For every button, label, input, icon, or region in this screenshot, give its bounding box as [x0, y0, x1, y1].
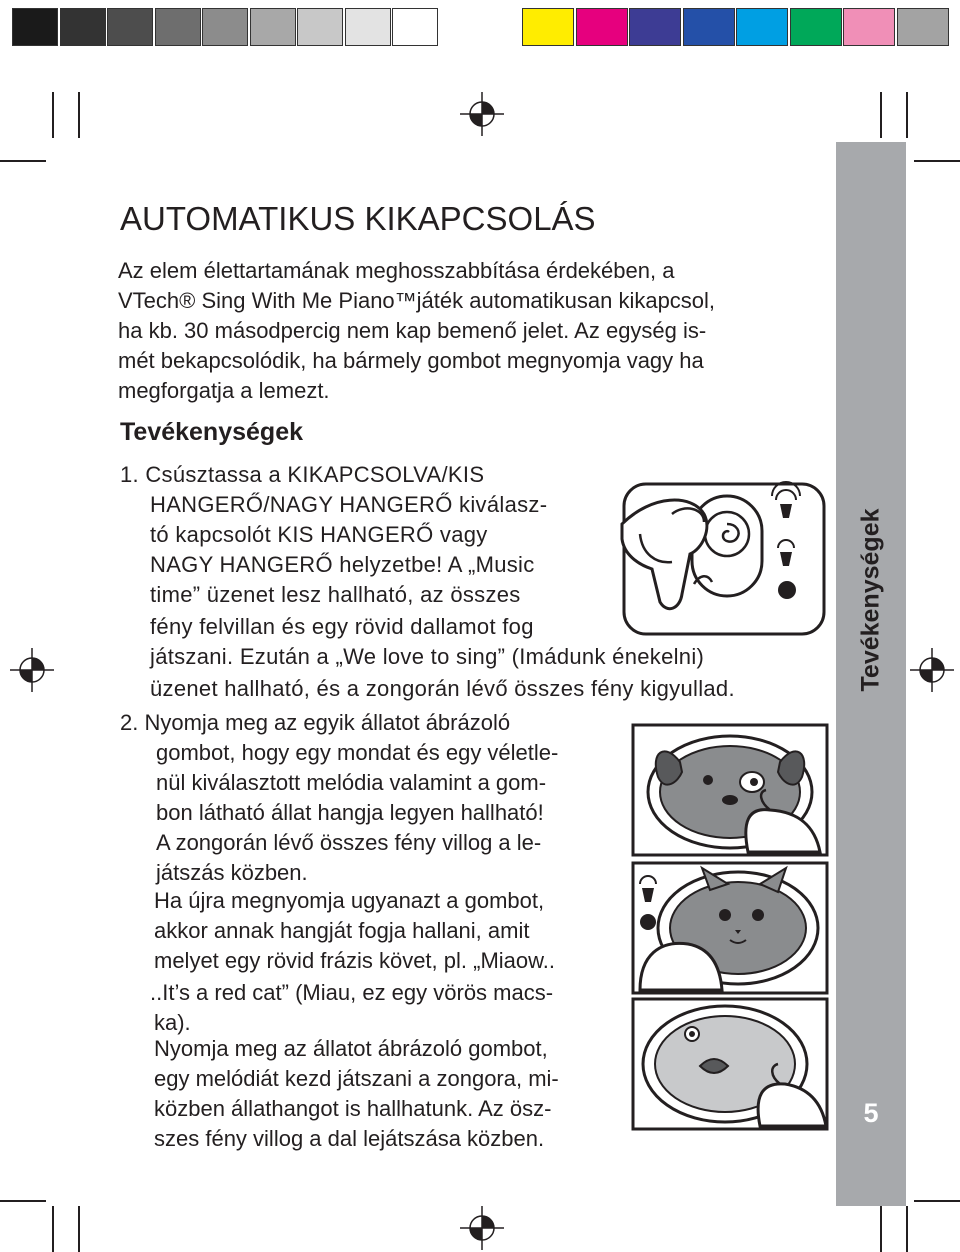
- text-line: HANGERŐ/NAGY HANGERŐ kiválasz-: [150, 492, 548, 517]
- color-swatch: [736, 8, 788, 46]
- chick-button-illustration: [630, 996, 830, 1132]
- gray-swatch: [107, 8, 153, 46]
- gray-swatch: [392, 8, 438, 46]
- text-line: ka).: [154, 1010, 191, 1035]
- gray-swatch: [297, 8, 343, 46]
- text-line: 1. Csúsztassa a KIKAPCSOLVA/KIS: [120, 462, 485, 487]
- text-line: Az elem élettartamának meghosszabbítása érdekében, a: [118, 258, 675, 283]
- text-line: ha kb. 30 másodpercig nem kap bemenő jelet. Az egység is-: [118, 318, 707, 343]
- gray-swatch: [345, 8, 391, 46]
- volume-switch-illustration: [612, 474, 832, 644]
- cat-button-illustration: [630, 860, 830, 996]
- color-swatch: [576, 8, 628, 46]
- page-number: 5: [863, 1098, 879, 1128]
- page-title: AUTOMATIKUS KIKAPCSOLÁS: [120, 200, 596, 237]
- gray-swatch: [12, 8, 58, 46]
- text-line: fény felvillan és egy rövid dallamot fog: [150, 614, 534, 639]
- text-line: akkor annak hangját fogja hallani, amit: [154, 918, 530, 943]
- text-line: közben állathangot is hallhatunk. Az ösz-: [154, 1096, 552, 1121]
- registration-mark-icon: [460, 1206, 504, 1250]
- color-swatch: [790, 8, 842, 46]
- text-line: ..It’s a red cat” (Miau, ez egy vörös macs-: [150, 980, 554, 1005]
- gray-swatch: [250, 8, 296, 46]
- text-line: 2. Nyomja meg az egyik állatot ábrázoló: [120, 710, 511, 735]
- gray-swatch: [155, 8, 201, 46]
- text-line: játszás közben.: [156, 860, 308, 885]
- text-line: NAGY HANGERŐ helyzetbe! A „Music: [150, 552, 535, 577]
- color-swatch: [843, 8, 895, 46]
- text-line: Ha újra megnyomja ugyanazt a gombot,: [154, 888, 545, 913]
- registration-mark-icon: [910, 648, 954, 692]
- text-line: játszani. Ezután a „We love to sing” (Imádunk énekelni): [150, 644, 705, 669]
- color-swatch: [897, 8, 949, 46]
- color-swatch: [683, 8, 735, 46]
- text-line: Nyomja meg az állatot ábrázoló gombot,: [154, 1036, 548, 1061]
- color-swatch: [629, 8, 681, 46]
- sidebar-label: Tevékenységek: [856, 508, 885, 692]
- text-line: gombot, hogy egy mondat és egy véletle-: [156, 740, 559, 765]
- text-line: egy melódiát kezd játszani a zongora, mi-: [154, 1066, 559, 1091]
- gray-swatch: [202, 8, 248, 46]
- text-line: tó kapcsolót KIS HANGERŐ vagy: [150, 522, 488, 547]
- color-swatch: [522, 8, 574, 46]
- gray-swatch: [60, 8, 106, 46]
- dog-button-illustration: [630, 722, 830, 858]
- text-line: A zongorán lévő összes fény villog a le-: [156, 830, 542, 855]
- registration-mark-icon: [10, 648, 54, 692]
- text-line: megforgatja a lemezt.: [118, 378, 330, 403]
- text-line: melyet egy rövid frázis követ, pl. „Miaow..: [154, 948, 556, 973]
- text-line: time” üzenet lesz hallható, az összes: [150, 582, 521, 607]
- text-line: üzenet hallható, és a zongorán lévő összes fény kigyullad.: [150, 676, 735, 701]
- text-line: nül kiválasztott melódia valamint a gom-: [156, 770, 547, 795]
- text-line: bon látható állat hangja legyen hallható!: [156, 800, 544, 825]
- registration-mark-icon: [460, 92, 504, 136]
- text-line: VTech® Sing With Me Piano™játék automatikusan kikapcsol,: [118, 288, 716, 313]
- text-line: mét bekapcsolódik, ha bármely gombot megnyomja vagy ha: [118, 348, 704, 373]
- text-line: szes fény villog a dal lejátszása közben.: [154, 1126, 545, 1151]
- section-heading: Tevékenységek: [120, 418, 303, 446]
